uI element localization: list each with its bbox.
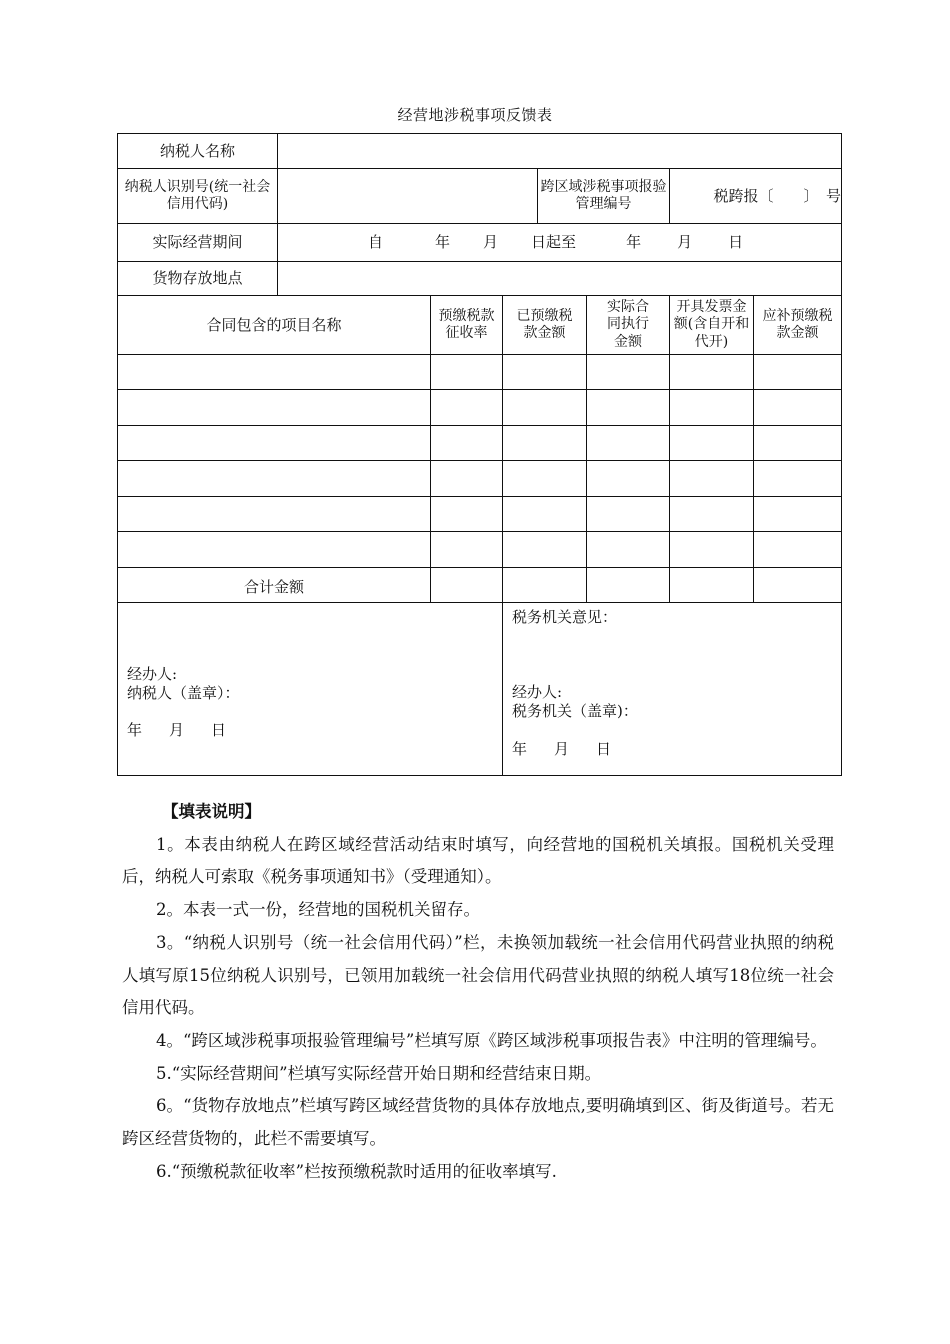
feedback-form-table xyxy=(117,133,842,776)
total-invoice[interactable] xyxy=(670,568,754,603)
total-contract[interactable] xyxy=(587,568,670,603)
instruction-item: 6。“货物存放地点”栏填写跨区域经营货物的具体存放地点,要明确填到区、街及街道号。若无跨区经营货物的，此栏不需要填写。 xyxy=(122,1096,834,1149)
page-title: 经营地涉税事项反馈表 xyxy=(397,106,553,124)
table-row xyxy=(118,461,842,497)
instruction-item: 4。“跨区域涉税事项报验管理编号”栏填写原《跨区域涉税事项报告表》中注明的管理编号。 xyxy=(156,1030,827,1050)
total-label: 合计金额 xyxy=(118,568,431,603)
period-from: 自 xyxy=(368,233,384,252)
instructions-section xyxy=(122,796,834,1188)
period-field[interactable] xyxy=(278,224,842,262)
table-row xyxy=(118,532,842,568)
total-rate[interactable] xyxy=(431,568,503,603)
taxpayer-seal: 纳税人（盖章）： xyxy=(127,684,240,702)
taxpayer-id-label: 纳税人识别号(统一社会信用代码) xyxy=(118,169,278,224)
taxpayer-sign-area[interactable] xyxy=(118,603,503,776)
instructions-heading: 【填表说明】 xyxy=(162,802,261,821)
cross-region-no-field[interactable]: 税跨报〔 〕 号 xyxy=(670,169,842,224)
period-year-2: 年 xyxy=(626,233,642,252)
cross-region-no-label: 跨区域涉税事项报验管理编号 xyxy=(538,169,670,224)
taxpayer-name-label: 纳税人名称 xyxy=(118,134,278,169)
instruction-item: 1。本表由纳税人在跨区域经营活动结束时填写，向经营地的国税机关填报。国税机关受理后，纳税人可索取《税务事项通知书》（受理通知）。 xyxy=(122,834,834,887)
instruction-item: 6.“预缴税款征收率”栏按预缴税款时适用的征收率填写. xyxy=(156,1161,557,1181)
taxpayer-handler: 经办人: xyxy=(127,665,178,683)
col-contract-amount: 实际合同执行金额 xyxy=(587,296,670,355)
table-row xyxy=(118,355,842,390)
instruction-item: 3。“纳税人识别号（统一社会信用代码）”栏，未换领加载统一社会信用代码营业执照的纳税人填写原15位纳税人识别号，已领用加载统一社会信用代码营业执照的纳税人填写18位统一社会信用代码。 xyxy=(122,932,834,1018)
period-label: 实际经营期间 xyxy=(118,224,278,262)
total-supplement[interactable] xyxy=(754,568,842,603)
authority-handler: 经办人: xyxy=(512,683,563,701)
instruction-item: 2。本表一式一份，经营地的国税机关留存。 xyxy=(156,900,480,920)
col-prepaid: 已预缴税款金额 xyxy=(503,296,587,355)
authority-date: 年 月 日 xyxy=(512,740,612,758)
col-supplement: 应补预缴税款金额 xyxy=(754,296,842,355)
storage-field[interactable] xyxy=(278,262,842,296)
period-month-2: 月 xyxy=(677,233,693,252)
period-day-2: 日 xyxy=(728,233,744,252)
total-prepaid[interactable] xyxy=(503,568,587,603)
instruction-item: 5.“实际经营期间”栏填写实际经营开始日期和经营结束日期。 xyxy=(156,1063,602,1083)
table-row xyxy=(118,497,842,532)
taxpayer-name-field[interactable] xyxy=(278,134,842,169)
table-row xyxy=(118,390,842,426)
tax-authority-area[interactable] xyxy=(503,603,842,776)
col-rate: 预缴税款征收率 xyxy=(431,296,503,355)
period-month-1: 月 xyxy=(483,233,499,252)
col-project-name: 合同包含的项目名称 xyxy=(118,296,431,355)
taxpayer-date: 年 月 日 xyxy=(127,721,227,739)
authority-seal: 税务机关（盖章)： xyxy=(512,702,638,720)
storage-label: 货物存放地点 xyxy=(118,262,278,296)
table-row xyxy=(118,426,842,461)
tax-authority-opinion: 税务机关意见： xyxy=(512,608,618,626)
period-year-1: 年 xyxy=(435,233,451,252)
col-invoice-amount: 开具发票金额(含自开和代开) xyxy=(670,296,754,355)
period-day-until: 日起至 xyxy=(531,233,577,252)
taxpayer-id-field[interactable] xyxy=(278,169,538,224)
